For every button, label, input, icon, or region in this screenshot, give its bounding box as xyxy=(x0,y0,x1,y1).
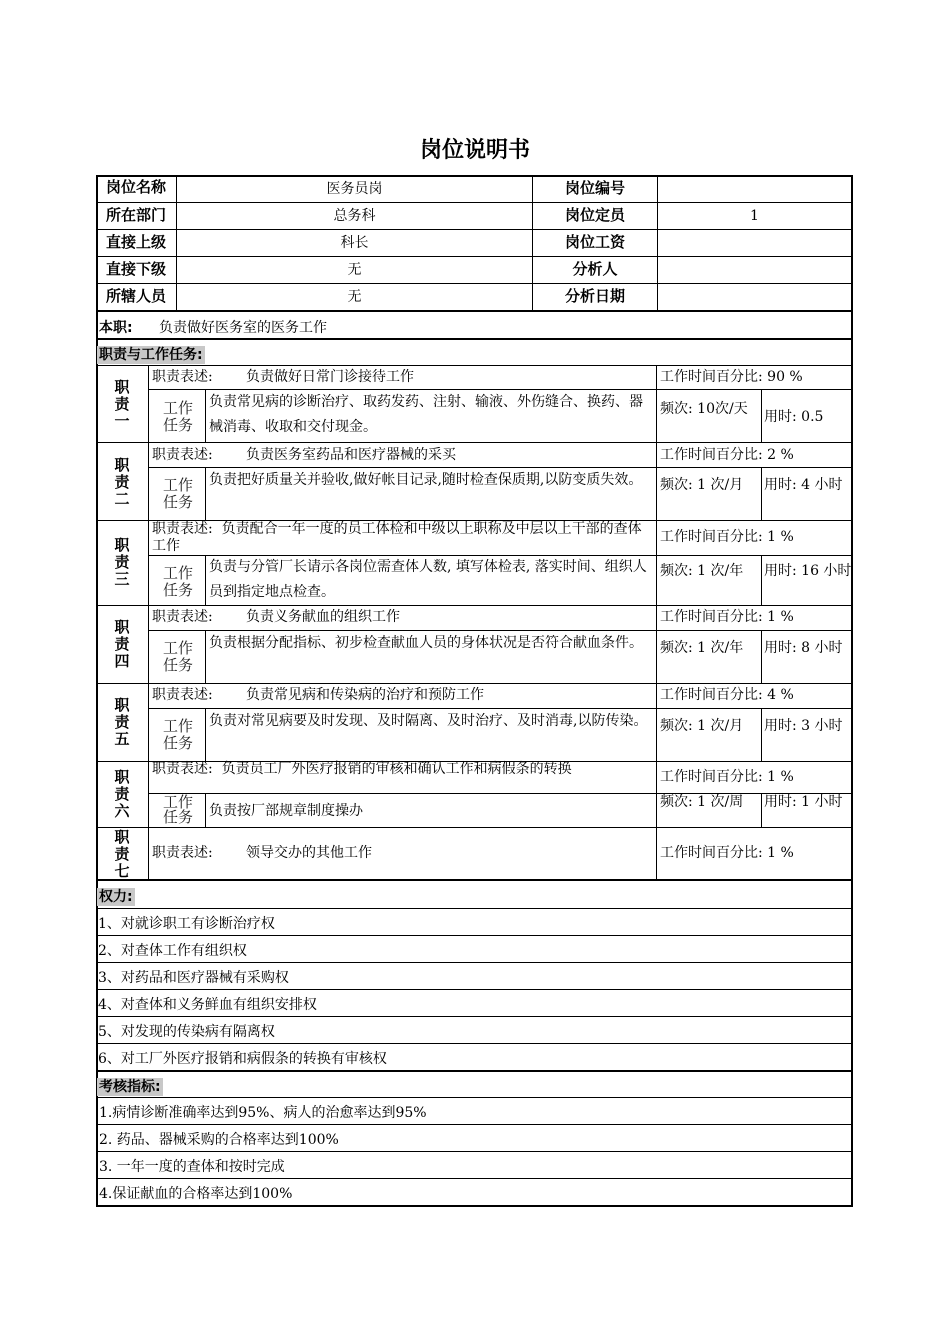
duty-time-percent: 工作时间百分比: 1 % xyxy=(660,845,794,861)
task-label: 工作 任务 xyxy=(162,564,193,599)
main-duty-label: 本职: xyxy=(99,320,133,336)
label-superior: 直接上级 xyxy=(105,233,166,251)
duty-title: 职 责 二 xyxy=(114,456,130,508)
duty-desc: 负责义务献血的组织工作 xyxy=(246,609,400,625)
label-salary: 岗位工资 xyxy=(564,233,625,251)
task-frequency: 频次: 1 次/年 xyxy=(660,563,744,579)
duty-desc-label: 职责表述: xyxy=(152,369,213,385)
task-label: 工作 任务 xyxy=(162,639,193,674)
label-position-name: 岗位名称 xyxy=(105,178,166,196)
duty-desc-text: 负责配合一年一度的员工体检和中级以上职称及中层以上干部的查体工作 xyxy=(152,521,642,554)
duty-title: 职 责 一 xyxy=(114,378,130,430)
task-text: 负责根据分配指标、初步检查献血人员的身体状况是否符合献血条件。 xyxy=(209,635,643,651)
label-headcount: 岗位定员 xyxy=(564,206,625,224)
task-label: 工作 任务 xyxy=(162,476,193,511)
kpi-item: 2. 药品、器械采购的合格率达到100% xyxy=(99,1132,339,1148)
kpi-label: 考核指标: xyxy=(99,1079,161,1095)
duty-desc-text: 负责员工厂外医疗报销的审核和确认工作和病假条的转换 xyxy=(221,761,572,777)
duty-time-percent: 工作时间百分比: 90 % xyxy=(660,369,803,385)
duty-desc-label: 职责表述: xyxy=(152,447,213,463)
duty-desc: 负责常见病和传染病的治疗和预防工作 xyxy=(246,687,484,703)
duty-time-percent: 工作时间百分比: 1 % xyxy=(660,769,794,785)
task-frequency: 频次: 1 次/月 xyxy=(660,477,744,493)
duty-desc: 负责做好日常门诊接待工作 xyxy=(246,369,414,385)
kpi-item: 4.保证献血的合格率达到100% xyxy=(99,1186,293,1202)
duty-title: 职 责 五 xyxy=(114,696,130,748)
duty-desc xyxy=(152,761,652,777)
duty-desc: 负责医务室药品和医疗器械的采买 xyxy=(246,447,456,463)
authority-label: 权力: xyxy=(99,889,133,905)
duty-desc-label: 职责表述: xyxy=(152,609,213,625)
duty-title: 职 责 六 xyxy=(114,768,130,820)
authority-item: 3、对药品和医疗器械有采购权 xyxy=(98,970,289,986)
label-position-code: 岗位编号 xyxy=(564,179,625,197)
task-text: 负责按厂部规章制度操办 xyxy=(209,803,363,819)
value-subordinate: 无 xyxy=(347,262,362,278)
authority-item: 4、对查体和义务鲜血有组织安排权 xyxy=(98,997,317,1013)
duty-desc-label: 职责表述: xyxy=(152,761,213,777)
page-title: 岗位说明书 xyxy=(419,138,530,163)
value-superior: 科长 xyxy=(340,235,369,251)
task-frequency: 频次: 1 次/年 xyxy=(660,640,744,656)
task-text: 负责与分管厂长请示各岗位需查体人数, 填写体检表, 落实时间、组织人员到指定地点检查。 xyxy=(209,559,647,600)
duty-title: 职 责 四 xyxy=(114,618,130,670)
duty-time-percent: 工作时间百分比: 1 % xyxy=(660,529,794,545)
task-duration: 用时: 1 小时 xyxy=(764,794,843,810)
task-duration: 用时: 3 小时 xyxy=(764,718,843,734)
authority-item: 1、对就诊职工有诊断治疗权 xyxy=(98,916,275,932)
duty-desc-label: 职责表述: xyxy=(152,687,213,703)
authority-item: 5、对发现的传染病有隔离权 xyxy=(98,1024,275,1040)
label-department: 所在部门 xyxy=(105,206,166,224)
kpi-item: 3. 一年一度的查体和按时完成 xyxy=(99,1159,285,1175)
duty-desc: 领导交办的其他工作 xyxy=(246,845,372,861)
task-duration: 用时: 0.5 xyxy=(764,409,824,425)
duty-title: 职 责 七 xyxy=(114,828,130,880)
task-text: 负责常见病的诊断治疗、取药发药、注射、输液、外伤缝合、换药、器械消毒、收取和交付现金。 xyxy=(209,394,643,435)
main-duty-text: 负责做好医务室的医务工作 xyxy=(159,320,327,336)
task-frequency: 频次: 1 次/月 xyxy=(660,718,744,734)
authority-item: 2、对查体工作有组织权 xyxy=(98,943,247,959)
duty-desc-label: 职责表述: xyxy=(152,521,213,537)
duty-time-percent: 工作时间百分比: 2 % xyxy=(660,447,794,463)
authority-item: 6、对工厂外医疗报销和病假条的转换有审核权 xyxy=(98,1051,387,1067)
task-duration: 用时: 4 小时 xyxy=(764,477,843,493)
duties-section-label: 职责与工作任务: xyxy=(99,347,203,363)
task-duration: 用时: 16 小时 xyxy=(764,563,852,579)
kpi-item: 1.病情诊断准确率达到95%、病人的治愈率达到95% xyxy=(99,1105,427,1121)
duty-time-percent: 工作时间百分比: 1 % xyxy=(660,609,794,625)
duty-time-percent: 工作时间百分比: 4 % xyxy=(660,687,794,703)
duty-desc-label: 职责表述: xyxy=(152,845,213,861)
value-department: 总务科 xyxy=(333,208,376,224)
task-frequency: 频次: 1 次/周 xyxy=(660,794,744,810)
task-text: 负责把好质量关并验收,做好帐目记录,随时检查保质期,以防变质失效。 xyxy=(209,472,643,488)
task-label: 工作 任务 xyxy=(162,399,193,434)
label-subordinate: 直接下级 xyxy=(105,260,166,278)
label-analysis-date: 分析日期 xyxy=(564,287,625,305)
value-staff: 无 xyxy=(347,289,362,305)
label-staff: 所辖人员 xyxy=(105,287,166,305)
job-description-table xyxy=(96,175,853,1207)
task-text: 负责对常见病要及时发现、及时隔离、及时治疗、及时消毒,以防传染。 xyxy=(209,713,648,729)
task-label: 工作 任务 xyxy=(162,717,193,752)
value-position-name: 医务员岗 xyxy=(326,181,383,197)
task-frequency: 频次: 10次/天 xyxy=(660,401,748,417)
label-analyst: 分析人 xyxy=(572,260,618,278)
duty-title: 职 责 三 xyxy=(114,536,130,588)
value-headcount: 1 xyxy=(750,208,759,224)
task-label: 工作 任务 xyxy=(162,793,193,826)
duty-desc xyxy=(152,521,652,555)
task-duration: 用时: 8 小时 xyxy=(764,640,843,656)
